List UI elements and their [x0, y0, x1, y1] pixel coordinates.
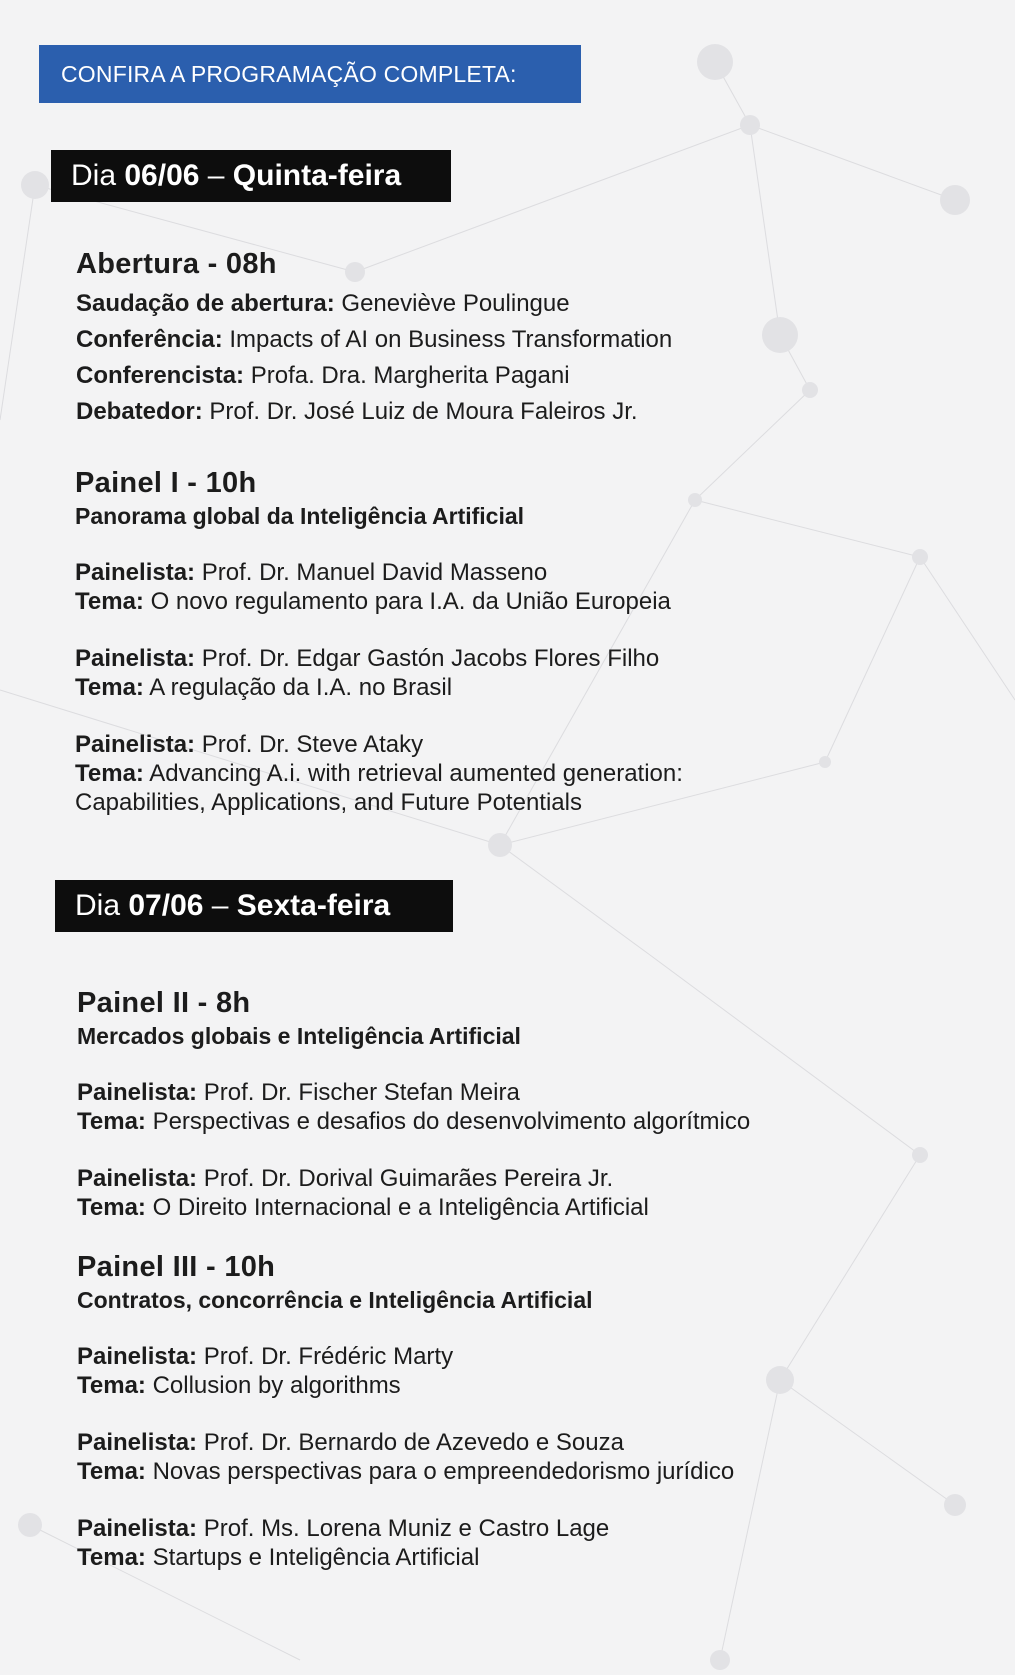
day1-weekday: Quinta-feira: [232, 159, 402, 192]
panelist-entry: Painelista: Prof. Dr. Manuel David Masseno Tema: O novo regulamento para I.A. da União Europeia: [75, 559, 671, 616]
panel1-title: Painel I - 10h: [75, 467, 257, 499]
day2-prefix: Dia: [75, 889, 129, 922]
panel1-section: [75, 466, 683, 817]
opening-section: [76, 247, 672, 430]
day1-prefix: Dia: [71, 159, 125, 192]
panel3-section: [77, 1250, 734, 1572]
day2-weekday: Sexta-feira: [236, 889, 391, 922]
panelist-entry: Painelista: Prof. Dr. Edgar Gastón Jacobs Flores Filho Tema: A regulação da I.A. no Brasil: [75, 645, 660, 702]
opening-line: Conferência: Impacts of AI on Business Transformation: [76, 325, 673, 353]
day2-date: 07/06: [128, 889, 204, 922]
day1-tag: [51, 150, 451, 202]
panelist-entry: Painelista: Prof. Ms. Lorena Muniz e Castro Lage Tema: Startups e Inteligência Artificial: [77, 1515, 610, 1572]
panel2-title: Painel II - 8h: [77, 987, 251, 1019]
panel2-subtitle: Mercados globais e Inteligência Artificial: [77, 1022, 521, 1049]
opening-line: Debatedor: Prof. Dr. José Luiz de Moura Faleiros Jr.: [76, 397, 638, 425]
panelist-entry: Painelista: Prof. Dr. Bernardo de Azevedo e Souza Tema: Novas perspectivas para o empreendedorismo jurídico: [77, 1429, 735, 1486]
panelist-entry: Painelista: Prof. Dr. Dorival Guimarães Pereira Jr. Tema: O Direito Internacional e a Inteligência Artificial: [77, 1165, 649, 1222]
day2-tag: [55, 880, 453, 932]
panelist-entry: Painelista: Prof. Dr. Fischer Stefan Meira Tema: Perspectivas e desafios do desenvolvimento algorítmico: [77, 1079, 751, 1136]
panelist-entry: Painelista: Prof. Dr. Steve Ataky Tema: Advancing A.i. with retrieval aumented generation: Capabilities, Applications, and Future Potentials: [75, 731, 683, 817]
panel1-subtitle: Panorama global da Inteligência Artificial: [75, 502, 525, 529]
day2-separator: –: [203, 889, 237, 922]
panelist-entry: Painelista: Prof. Dr. Frédéric Marty Tema: Collusion by algorithms: [77, 1343, 454, 1400]
panel3-subtitle: Contratos, concorrência e Inteligência Artificial: [77, 1286, 593, 1313]
opening-line: Saudação de abertura: Geneviève Poulingue: [76, 289, 570, 317]
day1-separator: –: [199, 159, 233, 192]
opening-line: Conferencista: Profa. Dra. Margherita Pagani: [76, 361, 570, 389]
day1-date: 06/06: [124, 159, 200, 192]
program-banner: CONFIRA A PROGRAMAÇÃO COMPLETA:: [39, 45, 581, 103]
panel3-title: Painel III - 10h: [77, 1251, 276, 1283]
opening-title: Abertura - 08h: [76, 248, 277, 280]
panel2-section: [77, 986, 750, 1222]
